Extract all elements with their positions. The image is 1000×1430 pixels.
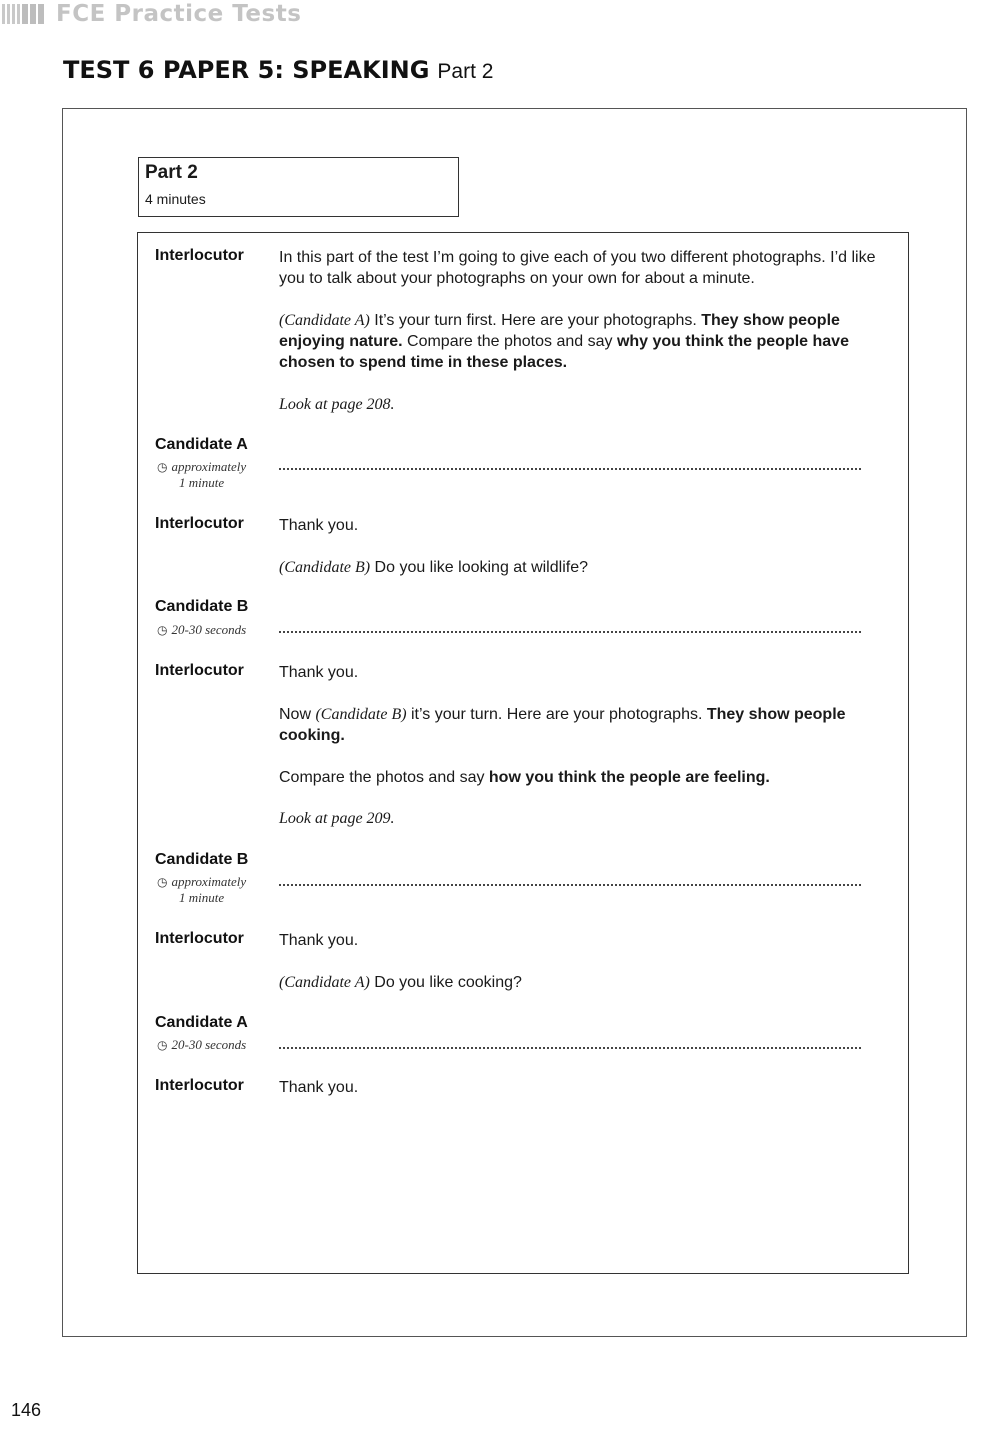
instruction-text: Thank you. bbox=[279, 517, 359, 534]
speaker-label: Candidate A bbox=[155, 436, 248, 453]
instruction-bold: They show people enjoying nature. bbox=[279, 312, 840, 350]
page-reference: Look at page 209. bbox=[279, 810, 395, 827]
part-box bbox=[138, 157, 459, 217]
instruction-text: Compare the photos and say bbox=[279, 769, 489, 786]
instruction-candidate-b bbox=[279, 557, 891, 578]
instruction-text: In this part of the test I’m going to give each of you two different photographs. I’d like you to talk about your photographs on your own for about a minute. bbox=[279, 249, 876, 287]
script-box bbox=[137, 232, 909, 1274]
instruction-text: Thank you. bbox=[279, 1079, 359, 1096]
timing-note bbox=[157, 1037, 246, 1053]
page-reference: Look at page 208. bbox=[279, 396, 395, 413]
instruction-candidate-a bbox=[279, 310, 891, 373]
response-line bbox=[279, 1047, 861, 1049]
page-number: 146 bbox=[11, 1400, 42, 1420]
instruction-text: Do you like cooking? bbox=[369, 974, 522, 991]
candidate-cue: (Candidate B) bbox=[315, 706, 407, 723]
instruction-text: Do you like looking at wildlife? bbox=[370, 559, 588, 576]
part-box-title: Part 2 bbox=[145, 162, 198, 183]
timing-text: 20-30 seconds bbox=[171, 1037, 247, 1052]
instruction-text: Now bbox=[279, 706, 316, 723]
stopwatch-icon: ◷ bbox=[157, 623, 168, 637]
stopwatch-icon: ◷ bbox=[157, 1038, 168, 1052]
instruction-text: It’s your turn first. Here are your photographs. bbox=[369, 312, 702, 329]
response-line bbox=[279, 884, 861, 886]
running-head bbox=[0, 0, 301, 28]
instruction-text: Compare the photos and say bbox=[402, 333, 617, 350]
speaker-label: Interlocutor bbox=[155, 247, 244, 264]
response-line bbox=[279, 468, 861, 470]
speaker-label: Candidate B bbox=[155, 598, 249, 615]
speaker-label: Interlocutor bbox=[155, 515, 244, 532]
header-bars-decoration bbox=[2, 4, 44, 24]
instruction-bold: why you think the people have chosen to spend time in these places. bbox=[279, 333, 849, 371]
page-title bbox=[63, 56, 493, 84]
timing-text: 20-30 seconds bbox=[171, 622, 247, 637]
speaker-label: Candidate B bbox=[155, 851, 249, 868]
candidate-cue: (Candidate A) bbox=[279, 974, 370, 991]
candidate-cue: (Candidate A) bbox=[279, 312, 370, 329]
instruction-candidate-b bbox=[279, 704, 891, 746]
running-head-title: FCE Practice Tests bbox=[56, 1, 302, 27]
test-heading-main: TEST 6 PAPER 5: SPEAKING bbox=[63, 56, 430, 84]
instruction-text: Thank you. bbox=[279, 664, 359, 681]
timing-note bbox=[157, 459, 246, 490]
speaker-label: Interlocutor bbox=[155, 930, 244, 947]
test-heading-sub: Part 2 bbox=[437, 60, 494, 83]
speaker-label: Candidate A bbox=[155, 1014, 248, 1031]
speaker-label: Interlocutor bbox=[155, 1077, 244, 1094]
candidate-cue: (Candidate B) bbox=[279, 559, 371, 576]
timing-text: 1 minute bbox=[179, 475, 225, 490]
part-box-duration: 4 minutes bbox=[145, 191, 206, 207]
instruction-bold: how you think the people are feeling. bbox=[488, 769, 770, 786]
instruction-compare bbox=[279, 767, 891, 788]
speaker-label: Interlocutor bbox=[155, 662, 244, 679]
timing-text: approximately bbox=[171, 874, 247, 889]
timing-text: 1 minute bbox=[179, 890, 225, 905]
stopwatch-icon: ◷ bbox=[157, 875, 168, 889]
stopwatch-icon: ◷ bbox=[157, 460, 168, 474]
instruction-candidate-a bbox=[279, 972, 891, 993]
instruction-bold: They show people cooking. bbox=[279, 706, 846, 744]
timing-note bbox=[157, 622, 246, 638]
response-line bbox=[279, 631, 861, 633]
instruction-text: Thank you. bbox=[279, 932, 359, 949]
instruction-text: it’s your turn. Here are your photographs. bbox=[406, 706, 707, 723]
timing-note bbox=[157, 874, 246, 905]
timing-text: approximately bbox=[171, 459, 247, 474]
